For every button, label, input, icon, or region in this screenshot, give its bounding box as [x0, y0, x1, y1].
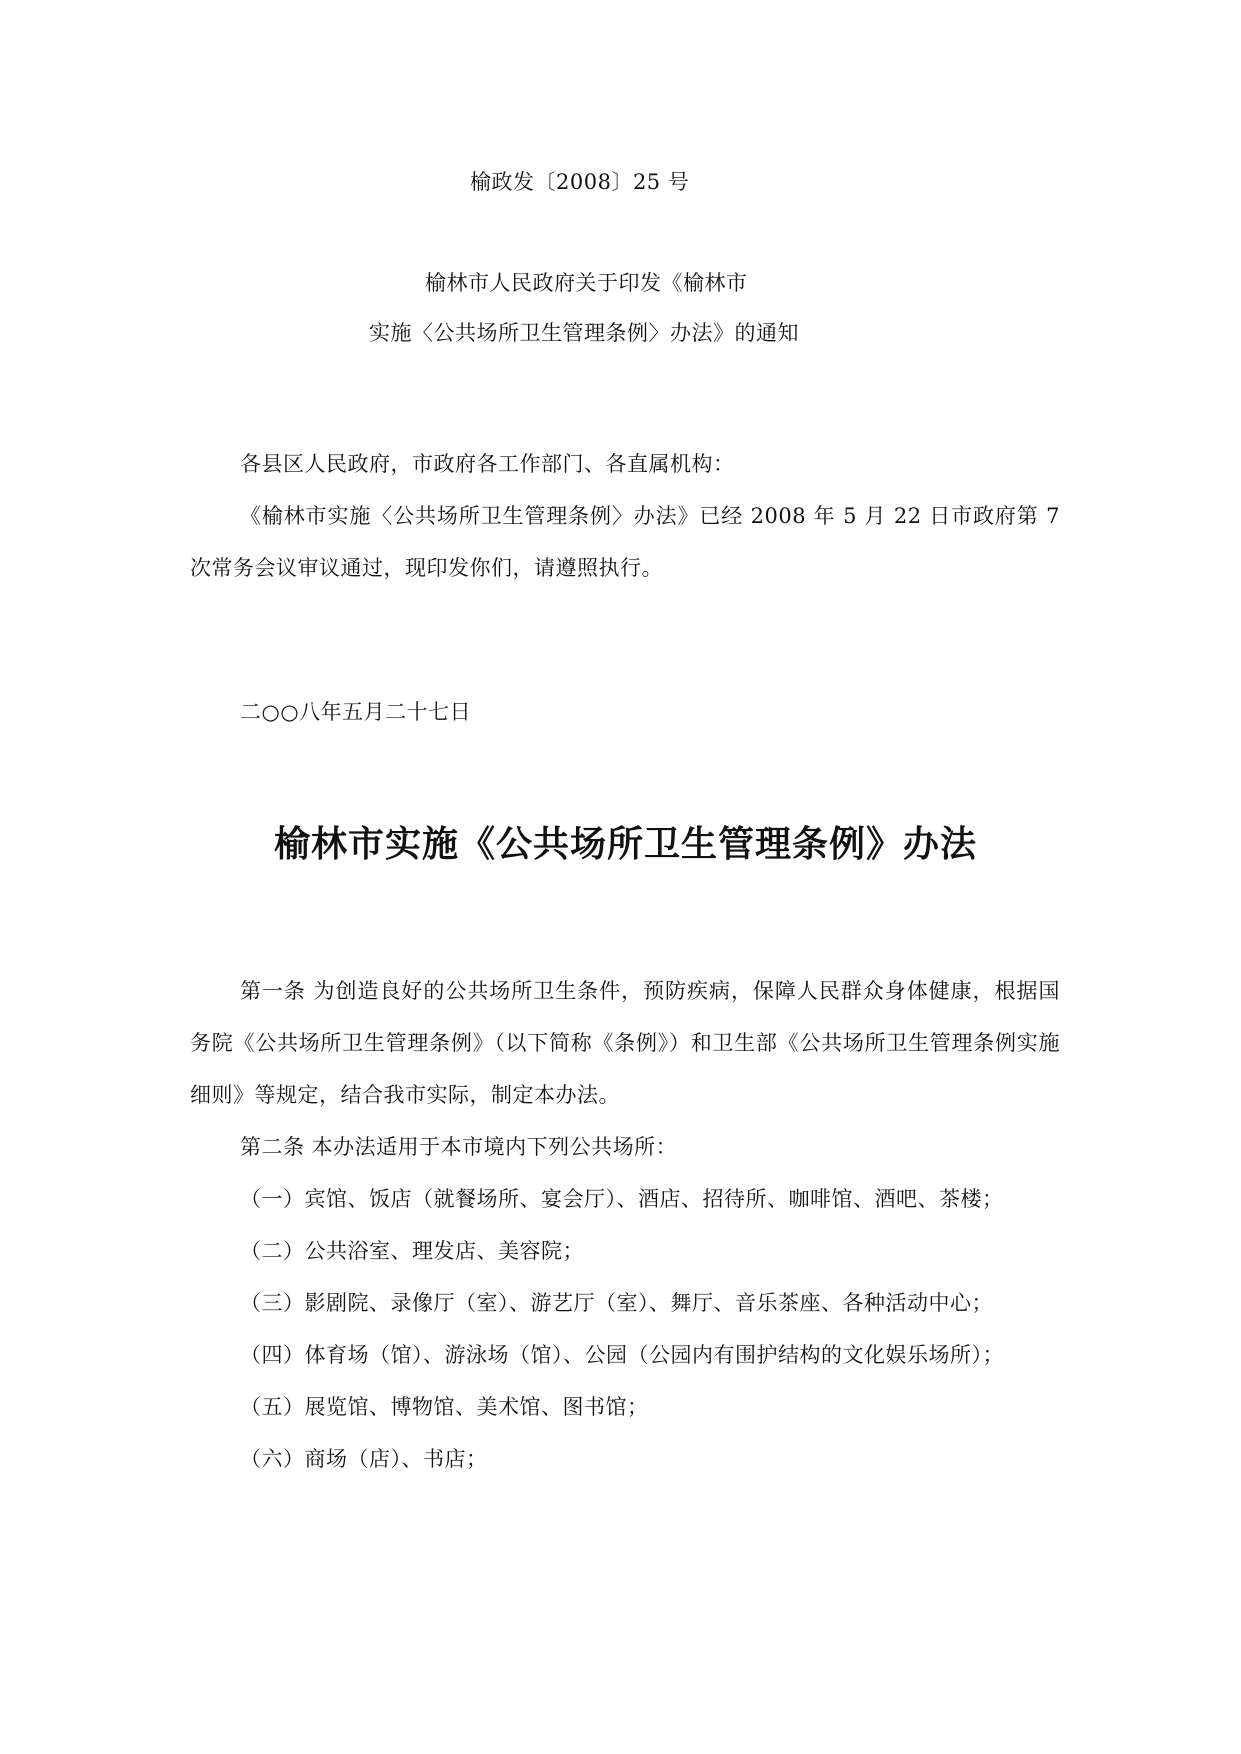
article-2-item-1: （一）宾馆、饭店（就餐场所、宴会厅）、酒店、招待所、咖啡馆、酒吧、茶楼；: [240, 1187, 1004, 1211]
notice-paragraph: 《榆林市实施〈公共场所卫生管理条例〉办法》已经 2008 年 5 月 22 日市政府第 7 次常务会议审议通过，现印发你们，请遵照执行。: [190, 504, 1060, 580]
document-number: 榆政发〔2008〕25 号: [470, 170, 690, 194]
article-2-item-6: （六）商场（店）、书店；: [240, 1447, 488, 1471]
regulation-body: [190, 965, 1060, 1485]
issue-date: 二○○八年五月二十七日: [240, 700, 472, 724]
regulation-title: 榆林市实施《公共场所卫生管理条例》办法: [273, 824, 977, 865]
article-2-item-5: （五）展览馆、博物馆、美术馆、图书馆；: [240, 1395, 649, 1419]
article-2-item-4: （四）体育场（馆）、游泳场（馆）、公园（公园内有围护结构的文化娱乐场所）；: [240, 1343, 1004, 1367]
notice-body: [190, 438, 1060, 594]
notice-title-line-1: 榆林市人民政府关于印发《榆林市: [425, 271, 748, 295]
article-2-item-2: （二）公共浴室、理发店、美容院；: [240, 1239, 584, 1263]
article-2: 第二条 本办法适用于本市境内下列公共场所：: [240, 1135, 678, 1159]
notice-salutation: 各县区人民政府，市政府各工作部门、各直属机构：: [240, 452, 735, 476]
article-1: 第一条 为创造良好的公共场所卫生条件，预防疾病，保障人民群众身体健康，根据国务院《公共场所卫生管理条例》（以下简称《条例》）和卫生部《公共场所卫生管理条例实施细则》等规定，结合我市实际，制定本办法。: [190, 979, 1060, 1107]
notice-title-line-2: 实施〈公共场所卫生管理条例〉办法》的通知: [369, 321, 799, 345]
article-2-item-3: （三）影剧院、录像厅（室）、游艺厅（室）、舞厅、音乐茶座、各种活动中心；: [240, 1291, 993, 1315]
